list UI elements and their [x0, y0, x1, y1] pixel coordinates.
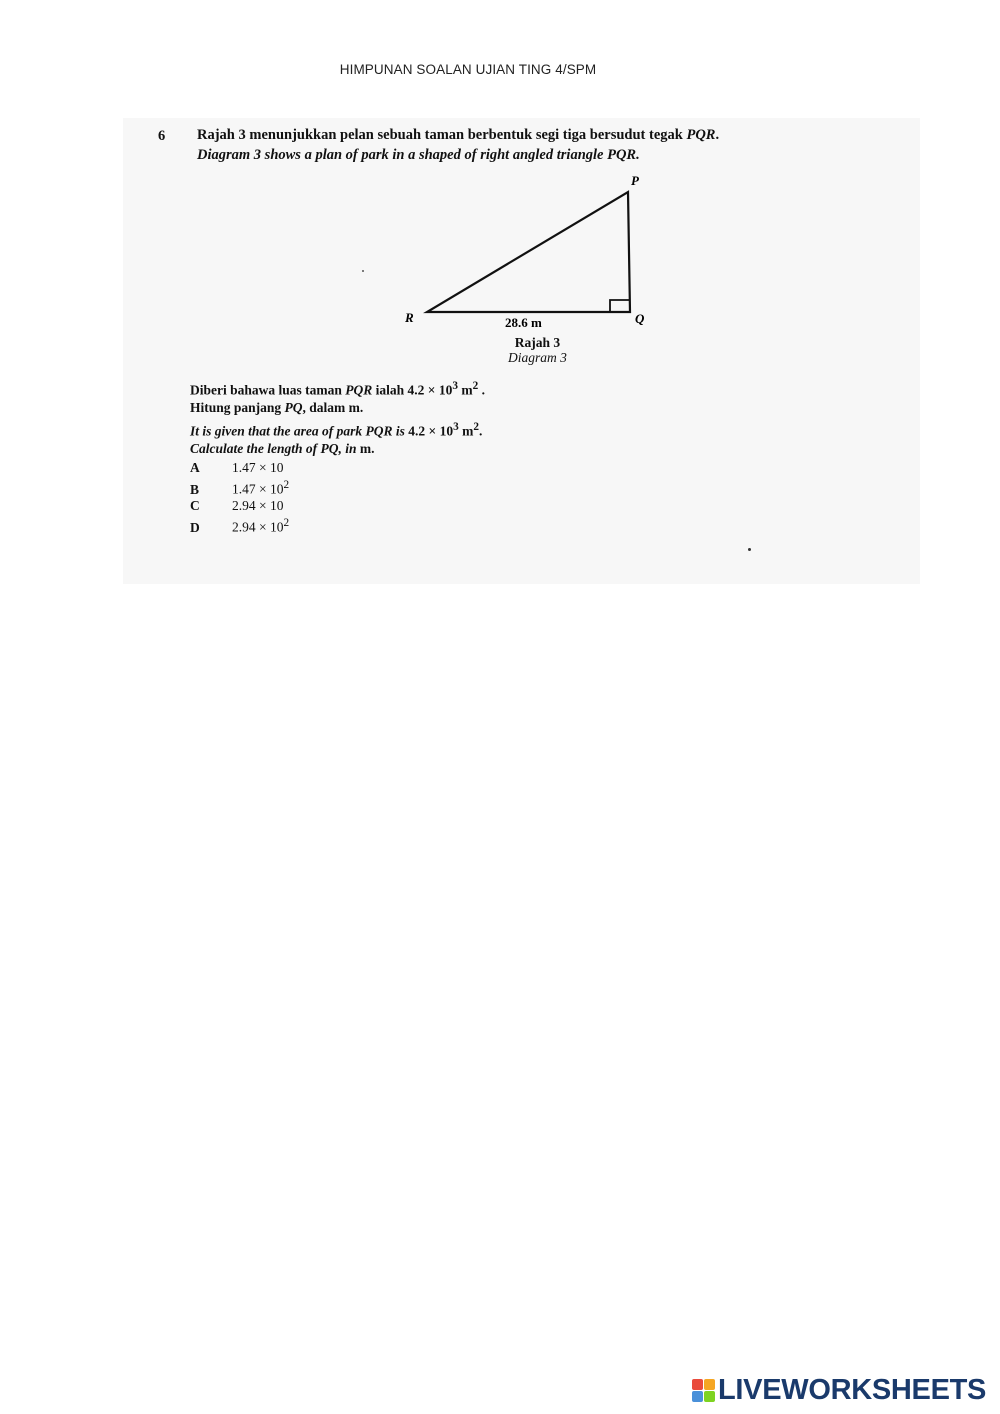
option-c[interactable]: C 2.94 × 10 [190, 498, 284, 513]
logo-tile-e [704, 1391, 715, 1402]
vertex-r-label: R [405, 310, 414, 325]
vertex-p-label: P [631, 173, 639, 188]
triangle-diagram [395, 170, 645, 330]
brand-name: LIVEWORKSHEETS [718, 1373, 987, 1406]
logo-tile-i [704, 1379, 715, 1390]
calc-english: Calculate the length of PQ, in m. [190, 441, 375, 456]
intro-malay: Rajah 3 menunjukkan pelan sebuah taman berbentuk segi tiga bersudut tegak PQR. [197, 127, 720, 143]
question-number: 6 [158, 128, 166, 144]
given-english: It is given that the area of park PQR is $4.2 \times 10^3$ $m^2$. [190, 421, 483, 439]
option-d[interactable]: D $2.94 \times 10^2$ [190, 517, 290, 535]
liveworksheets-logo [692, 1374, 986, 1406]
logo-tile-l [692, 1379, 703, 1390]
triangle-pqr [427, 192, 630, 312]
option-b[interactable]: B $1.47 \times 10^2$ [190, 479, 290, 497]
scan-speck [362, 270, 364, 272]
page-header [0, 62, 1000, 77]
right-angle-marker [610, 300, 629, 312]
scan-speck [748, 548, 751, 551]
calc-malay: Hitung panjang PQ, dalam m. [190, 400, 364, 415]
diagram-caption-english: Diagram 3 [508, 350, 567, 365]
option-a[interactable]: A 1.47 × 10 [190, 460, 284, 475]
liveworksheets-logo-icon [692, 1379, 715, 1402]
header-title: HIMPUNAN SOALAN UJIAN TING 4/SPM [339, 62, 597, 77]
base-length-label: 28.6 m [505, 315, 542, 330]
given-malay: Diberi bahawa luas taman PQR ialah $4.2 \times 10^3$ $m^2$ . [190, 380, 485, 398]
vertex-q-label: Q [635, 311, 645, 326]
intro-english: Diagram 3 shows a plan of park in a shaped of right angled triangle PQR. [197, 147, 640, 163]
logo-tile-v [692, 1391, 703, 1402]
diagram-caption-malay: Rajah 3 [514, 335, 561, 350]
